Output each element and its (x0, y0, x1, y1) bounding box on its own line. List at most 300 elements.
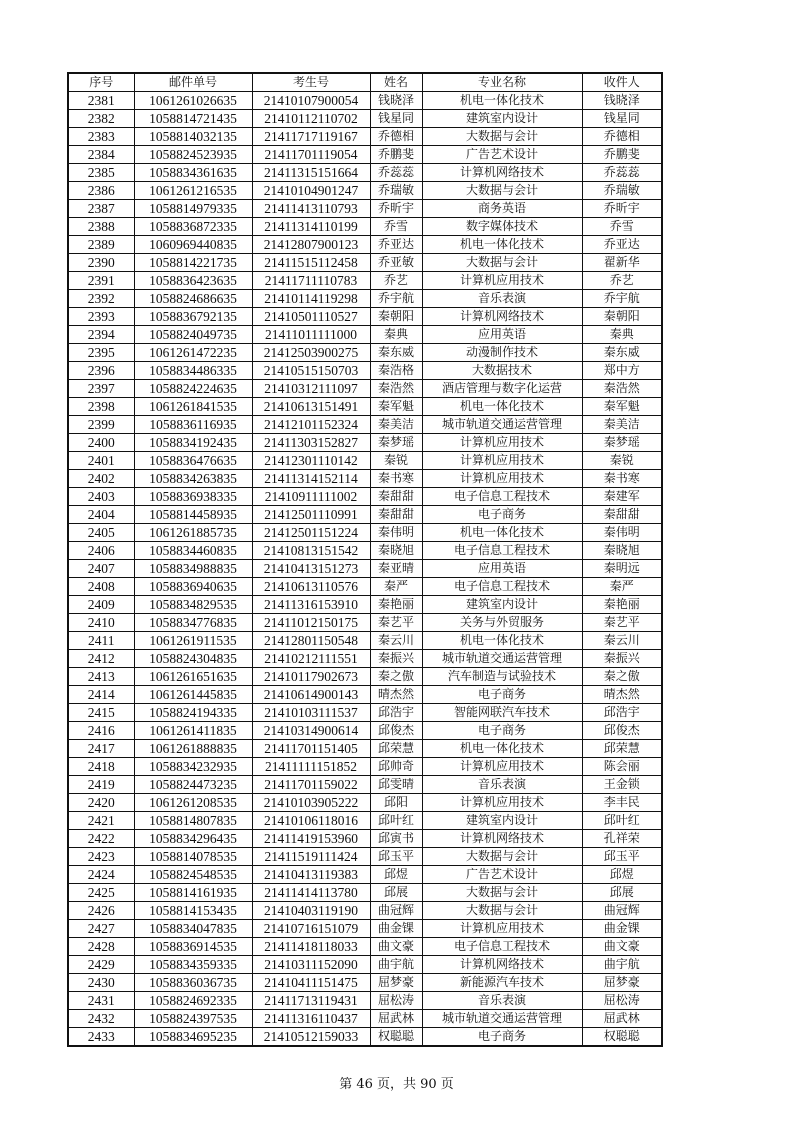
cell-mail-number: 1061261208535 (134, 794, 252, 812)
cell-major: 音乐表演 (422, 290, 582, 308)
cell-exam-id: 21411711110783 (252, 272, 370, 290)
cell-mail-number: 1058836872335 (134, 218, 252, 236)
cell-recipient: 乔昕宇 (582, 200, 662, 218)
cell-recipient: 乔宇航 (582, 290, 662, 308)
cell-exam-id: 21412503900275 (252, 344, 370, 362)
cell-major: 机电一体化技术 (422, 632, 582, 650)
cell-serial: 2401 (68, 452, 134, 470)
table-row (68, 902, 662, 920)
cell-mail-number: 1058834296435 (134, 830, 252, 848)
cell-recipient: 秦伟明 (582, 524, 662, 542)
cell-mail-number: 1058824194335 (134, 704, 252, 722)
cell-mail-number: 1058834988835 (134, 560, 252, 578)
cell-name: 晴杰然 (370, 686, 422, 704)
cell-recipient: 钱晓泽 (582, 92, 662, 110)
cell-serial: 2408 (68, 578, 134, 596)
cell-name: 乔蕊蕊 (370, 164, 422, 182)
table-row (68, 560, 662, 578)
cell-exam-id: 21411717119167 (252, 128, 370, 146)
table-row (68, 974, 662, 992)
cell-name: 邱煜 (370, 866, 422, 884)
cell-exam-id: 21410501110527 (252, 308, 370, 326)
table-row (68, 722, 662, 740)
cell-major: 计算机应用技术 (422, 272, 582, 290)
cell-major: 建筑室内设计 (422, 596, 582, 614)
cell-serial: 2428 (68, 938, 134, 956)
table-row (68, 740, 662, 758)
cell-name: 邱展 (370, 884, 422, 902)
cell-exam-id: 21411316110437 (252, 1010, 370, 1028)
cell-exam-id: 21410613110576 (252, 578, 370, 596)
cell-name: 曲宇航 (370, 956, 422, 974)
cell-major: 广告艺术设计 (422, 866, 582, 884)
table-row (68, 218, 662, 236)
cell-recipient: 秦东威 (582, 344, 662, 362)
cell-major: 机电一体化技术 (422, 236, 582, 254)
cell-mail-number: 1058814458935 (134, 506, 252, 524)
cell-serial: 2425 (68, 884, 134, 902)
cell-mail-number: 1058836476635 (134, 452, 252, 470)
cell-mail-number: 1061261445835 (134, 686, 252, 704)
cell-serial: 2427 (68, 920, 134, 938)
cell-recipient: 邱叶红 (582, 812, 662, 830)
cell-mail-number: 1058836423635 (134, 272, 252, 290)
cell-exam-id: 21411713119431 (252, 992, 370, 1010)
cell-recipient: 邱展 (582, 884, 662, 902)
table-row (68, 992, 662, 1010)
cell-mail-number: 1061261911535 (134, 632, 252, 650)
cell-mail-number: 1061261216535 (134, 182, 252, 200)
cell-serial: 2424 (68, 866, 134, 884)
cell-serial: 2422 (68, 830, 134, 848)
cell-name: 秦东威 (370, 344, 422, 362)
cell-major: 大数据与会计 (422, 128, 582, 146)
table-row (68, 146, 662, 164)
cell-serial: 2381 (68, 92, 134, 110)
cell-exam-id: 21411314110199 (252, 218, 370, 236)
cell-exam-id: 21411519111424 (252, 848, 370, 866)
cell-exam-id: 21410311152090 (252, 956, 370, 974)
table-header-row (68, 73, 662, 92)
cell-exam-id: 21410314900614 (252, 722, 370, 740)
cell-mail-number: 1058834047835 (134, 920, 252, 938)
cell-major: 电子信息工程技术 (422, 938, 582, 956)
cell-serial: 2431 (68, 992, 134, 1010)
cell-mail-number: 1058834460835 (134, 542, 252, 560)
cell-major: 计算机网络技术 (422, 830, 582, 848)
table-row (68, 398, 662, 416)
cell-major: 机电一体化技术 (422, 740, 582, 758)
cell-exam-id: 21410512159033 (252, 1028, 370, 1047)
cell-major: 机电一体化技术 (422, 92, 582, 110)
cell-name: 秦伟明 (370, 524, 422, 542)
cell-major: 大数据与会计 (422, 902, 582, 920)
table-row (68, 542, 662, 560)
cell-name: 秦梦瑶 (370, 434, 422, 452)
cell-major: 智能网联汽车技术 (422, 704, 582, 722)
cell-serial: 2396 (68, 362, 134, 380)
cell-exam-id: 21410413151273 (252, 560, 370, 578)
cell-major: 酒店管理与数字化运营 (422, 380, 582, 398)
cell-mail-number: 1058834263835 (134, 470, 252, 488)
header-exam-id: 考生号 (252, 73, 370, 92)
cell-name: 邱荣慧 (370, 740, 422, 758)
cell-exam-id: 21412501151224 (252, 524, 370, 542)
cell-mail-number: 1058824523935 (134, 146, 252, 164)
table-row (68, 524, 662, 542)
cell-major: 城市轨道交通运营管理 (422, 650, 582, 668)
cell-name: 秦艳丽 (370, 596, 422, 614)
cell-major: 广告艺术设计 (422, 146, 582, 164)
cell-recipient: 邱俊杰 (582, 722, 662, 740)
cell-mail-number: 1058824304835 (134, 650, 252, 668)
cell-major: 电子商务 (422, 686, 582, 704)
cell-exam-id: 21410106118016 (252, 812, 370, 830)
table-row (68, 704, 662, 722)
mail-list-table (67, 72, 663, 1047)
table-row (68, 236, 662, 254)
cell-name: 邱寅书 (370, 830, 422, 848)
cell-major: 关务与外贸服务 (422, 614, 582, 632)
table-row (68, 650, 662, 668)
cell-recipient: 曲冠辉 (582, 902, 662, 920)
table-row (68, 830, 662, 848)
cell-recipient: 乔亚达 (582, 236, 662, 254)
cell-major: 动漫制作技术 (422, 344, 582, 362)
cell-exam-id: 21411515112458 (252, 254, 370, 272)
header-major: 专业名称 (422, 73, 582, 92)
cell-major: 电子信息工程技术 (422, 488, 582, 506)
cell-exam-id: 21410212111551 (252, 650, 370, 668)
cell-recipient: 屈梦豪 (582, 974, 662, 992)
cell-name: 秦严 (370, 578, 422, 596)
cell-recipient: 王金锁 (582, 776, 662, 794)
table-row (68, 596, 662, 614)
cell-recipient: 邱玉平 (582, 848, 662, 866)
cell-name: 秦浩格 (370, 362, 422, 380)
cell-recipient: 权聪聪 (582, 1028, 662, 1047)
cell-major: 电子商务 (422, 1028, 582, 1047)
table-row (68, 434, 662, 452)
cell-recipient: 翟新华 (582, 254, 662, 272)
cell-serial: 2410 (68, 614, 134, 632)
cell-major: 计算机网络技术 (422, 308, 582, 326)
cell-mail-number: 1058814721435 (134, 110, 252, 128)
cell-recipient: 乔蕊蕊 (582, 164, 662, 182)
cell-recipient: 钱星同 (582, 110, 662, 128)
table-row (68, 200, 662, 218)
cell-exam-id: 21412101152324 (252, 416, 370, 434)
cell-serial: 2411 (68, 632, 134, 650)
cell-recipient: 秦浩然 (582, 380, 662, 398)
cell-serial: 2421 (68, 812, 134, 830)
cell-name: 邱浩宇 (370, 704, 422, 722)
cell-major: 机电一体化技术 (422, 398, 582, 416)
cell-name: 秦典 (370, 326, 422, 344)
cell-recipient: 曲金锞 (582, 920, 662, 938)
cell-serial: 2388 (68, 218, 134, 236)
cell-exam-id: 21410614900143 (252, 686, 370, 704)
table-row (68, 452, 662, 470)
cell-serial: 2405 (68, 524, 134, 542)
cell-serial: 2407 (68, 560, 134, 578)
cell-major: 计算机应用技术 (422, 470, 582, 488)
cell-serial: 2384 (68, 146, 134, 164)
cell-mail-number: 1058834232935 (134, 758, 252, 776)
cell-name: 屈梦豪 (370, 974, 422, 992)
cell-mail-number: 1058834361635 (134, 164, 252, 182)
cell-name: 秦亚晴 (370, 560, 422, 578)
cell-mail-number: 1058824686635 (134, 290, 252, 308)
cell-mail-number: 1058814078535 (134, 848, 252, 866)
cell-serial: 2409 (68, 596, 134, 614)
cell-exam-id: 21411418118033 (252, 938, 370, 956)
cell-recipient: 邱煜 (582, 866, 662, 884)
cell-recipient: 李丰民 (582, 794, 662, 812)
table-row (68, 812, 662, 830)
cell-serial: 2417 (68, 740, 134, 758)
cell-serial: 2432 (68, 1010, 134, 1028)
cell-serial: 2385 (68, 164, 134, 182)
cell-exam-id: 21411303152827 (252, 434, 370, 452)
table-row (68, 686, 662, 704)
table-row (68, 956, 662, 974)
cell-mail-number: 1058836940635 (134, 578, 252, 596)
cell-recipient: 秦书寒 (582, 470, 662, 488)
cell-mail-number: 1058834695235 (134, 1028, 252, 1047)
cell-serial: 2412 (68, 650, 134, 668)
cell-recipient: 秦晓旭 (582, 542, 662, 560)
cell-name: 钱晓泽 (370, 92, 422, 110)
cell-serial: 2426 (68, 902, 134, 920)
cell-exam-id: 21410114119298 (252, 290, 370, 308)
table-row (68, 920, 662, 938)
cell-major: 电子信息工程技术 (422, 578, 582, 596)
cell-mail-number: 1058814979335 (134, 200, 252, 218)
cell-exam-id: 21411701151405 (252, 740, 370, 758)
cell-major: 计算机应用技术 (422, 794, 582, 812)
cell-exam-id: 21411701119054 (252, 146, 370, 164)
cell-major: 计算机应用技术 (422, 920, 582, 938)
header-recipient: 收件人 (582, 73, 662, 92)
cell-mail-number: 1058836938335 (134, 488, 252, 506)
cell-exam-id: 21410117902673 (252, 668, 370, 686)
table-row (68, 848, 662, 866)
cell-mail-number: 1058834829535 (134, 596, 252, 614)
cell-recipient: 秦甜甜 (582, 506, 662, 524)
cell-recipient: 乔雪 (582, 218, 662, 236)
cell-mail-number: 1061261651635 (134, 668, 252, 686)
table-row (68, 326, 662, 344)
cell-name: 邱玉平 (370, 848, 422, 866)
cell-major: 电子商务 (422, 506, 582, 524)
cell-name: 曲冠辉 (370, 902, 422, 920)
cell-major: 应用英语 (422, 326, 582, 344)
cell-major: 大数据与会计 (422, 848, 582, 866)
cell-recipient: 乔瑞敏 (582, 182, 662, 200)
cell-recipient: 秦梦瑶 (582, 434, 662, 452)
cell-serial: 2418 (68, 758, 134, 776)
cell-serial: 2397 (68, 380, 134, 398)
cell-major: 音乐表演 (422, 776, 582, 794)
cell-recipient: 秦朝阳 (582, 308, 662, 326)
cell-major: 新能源汽车技术 (422, 974, 582, 992)
cell-name: 乔德相 (370, 128, 422, 146)
cell-serial: 2433 (68, 1028, 134, 1047)
cell-serial: 2395 (68, 344, 134, 362)
cell-mail-number: 1061261888835 (134, 740, 252, 758)
cell-mail-number: 1058834359335 (134, 956, 252, 974)
table-row (68, 614, 662, 632)
cell-major: 建筑室内设计 (422, 110, 582, 128)
table-row (68, 380, 662, 398)
cell-recipient: 秦艳丽 (582, 596, 662, 614)
cell-major: 计算机应用技术 (422, 758, 582, 776)
cell-recipient: 秦振兴 (582, 650, 662, 668)
cell-recipient: 曲宇航 (582, 956, 662, 974)
cell-mail-number: 1058836792135 (134, 308, 252, 326)
cell-recipient: 秦军魁 (582, 398, 662, 416)
cell-recipient: 曲文豪 (582, 938, 662, 956)
cell-serial: 2389 (68, 236, 134, 254)
cell-exam-id: 21411414113780 (252, 884, 370, 902)
cell-mail-number: 1061261026635 (134, 92, 252, 110)
table-row (68, 128, 662, 146)
table-row (68, 488, 662, 506)
cell-exam-id: 21410312111097 (252, 380, 370, 398)
cell-recipient: 屈松涛 (582, 992, 662, 1010)
cell-exam-id: 21410813151542 (252, 542, 370, 560)
cell-exam-id: 21410103111537 (252, 704, 370, 722)
cell-mail-number: 1058836116935 (134, 416, 252, 434)
header-name: 姓名 (370, 73, 422, 92)
table-row (68, 1028, 662, 1047)
cell-recipient: 秦建军 (582, 488, 662, 506)
cell-recipient: 郑中方 (582, 362, 662, 380)
cell-recipient: 秦明远 (582, 560, 662, 578)
cell-name: 秦美洁 (370, 416, 422, 434)
cell-serial: 2398 (68, 398, 134, 416)
table-row (68, 758, 662, 776)
cell-serial: 2402 (68, 470, 134, 488)
cell-serial: 2394 (68, 326, 134, 344)
cell-exam-id: 21412801150548 (252, 632, 370, 650)
cell-mail-number: 1060969440835 (134, 236, 252, 254)
cell-name: 秦晓旭 (370, 542, 422, 560)
cell-major: 计算机网络技术 (422, 164, 582, 182)
cell-exam-id: 21410716151079 (252, 920, 370, 938)
cell-recipient: 秦典 (582, 326, 662, 344)
cell-major: 计算机应用技术 (422, 452, 582, 470)
cell-mail-number: 1058834776835 (134, 614, 252, 632)
table-row (68, 254, 662, 272)
cell-serial: 2415 (68, 704, 134, 722)
cell-mail-number: 1061261885735 (134, 524, 252, 542)
table-row (68, 92, 662, 110)
table-row (68, 884, 662, 902)
cell-mail-number: 1058814032135 (134, 128, 252, 146)
cell-name: 邱俊杰 (370, 722, 422, 740)
cell-mail-number: 1061261411835 (134, 722, 252, 740)
cell-exam-id: 21411316153910 (252, 596, 370, 614)
cell-name: 屈武林 (370, 1010, 422, 1028)
cell-recipient: 秦美洁 (582, 416, 662, 434)
cell-serial: 2383 (68, 128, 134, 146)
cell-major: 大数据与会计 (422, 254, 582, 272)
cell-name: 秦云川 (370, 632, 422, 650)
cell-recipient: 邱浩宇 (582, 704, 662, 722)
cell-major: 应用英语 (422, 560, 582, 578)
cell-exam-id: 21411111151852 (252, 758, 370, 776)
cell-recipient: 孔祥荣 (582, 830, 662, 848)
cell-serial: 2419 (68, 776, 134, 794)
table-row (68, 866, 662, 884)
table-row (68, 470, 662, 488)
cell-name: 乔昕宇 (370, 200, 422, 218)
cell-name: 秦书寒 (370, 470, 422, 488)
cell-mail-number: 1058824397535 (134, 1010, 252, 1028)
cell-exam-id: 21411012150175 (252, 614, 370, 632)
cell-serial: 2430 (68, 974, 134, 992)
cell-exam-id: 21410103905222 (252, 794, 370, 812)
cell-name: 秦朝阳 (370, 308, 422, 326)
cell-name: 邱阳 (370, 794, 422, 812)
header-serial: 序号 (68, 73, 134, 92)
cell-mail-number: 1061261472235 (134, 344, 252, 362)
cell-serial: 2387 (68, 200, 134, 218)
cell-mail-number: 1058836914535 (134, 938, 252, 956)
cell-serial: 2391 (68, 272, 134, 290)
cell-serial: 2382 (68, 110, 134, 128)
cell-serial: 2429 (68, 956, 134, 974)
table-row (68, 938, 662, 956)
cell-name: 秦锐 (370, 452, 422, 470)
page-footer: 第 46 页，共 90 页 (339, 1077, 454, 1092)
cell-major: 大数据与会计 (422, 182, 582, 200)
cell-major: 机电一体化技术 (422, 524, 582, 542)
cell-exam-id: 21411315151664 (252, 164, 370, 182)
cell-exam-id: 21410104901247 (252, 182, 370, 200)
cell-exam-id: 21410403119190 (252, 902, 370, 920)
table-row (68, 362, 662, 380)
cell-mail-number: 1058824692335 (134, 992, 252, 1010)
cell-mail-number: 1058814153435 (134, 902, 252, 920)
cell-mail-number: 1058814221735 (134, 254, 252, 272)
cell-serial: 2393 (68, 308, 134, 326)
table-row (68, 668, 662, 686)
cell-recipient: 秦严 (582, 578, 662, 596)
table-row (68, 794, 662, 812)
cell-recipient: 秦之傲 (582, 668, 662, 686)
cell-recipient: 乔艺 (582, 272, 662, 290)
cell-serial: 2414 (68, 686, 134, 704)
table-row (68, 308, 662, 326)
cell-serial: 2400 (68, 434, 134, 452)
table-row (68, 290, 662, 308)
cell-name: 屈松涛 (370, 992, 422, 1010)
cell-recipient: 屈武林 (582, 1010, 662, 1028)
cell-serial: 2423 (68, 848, 134, 866)
cell-name: 秦之傲 (370, 668, 422, 686)
table-row (68, 506, 662, 524)
cell-recipient: 秦云川 (582, 632, 662, 650)
cell-major: 建筑室内设计 (422, 812, 582, 830)
table-row (68, 578, 662, 596)
cell-serial: 2416 (68, 722, 134, 740)
cell-name: 曲金锞 (370, 920, 422, 938)
cell-exam-id: 21410411151475 (252, 974, 370, 992)
cell-exam-id: 21411413110793 (252, 200, 370, 218)
